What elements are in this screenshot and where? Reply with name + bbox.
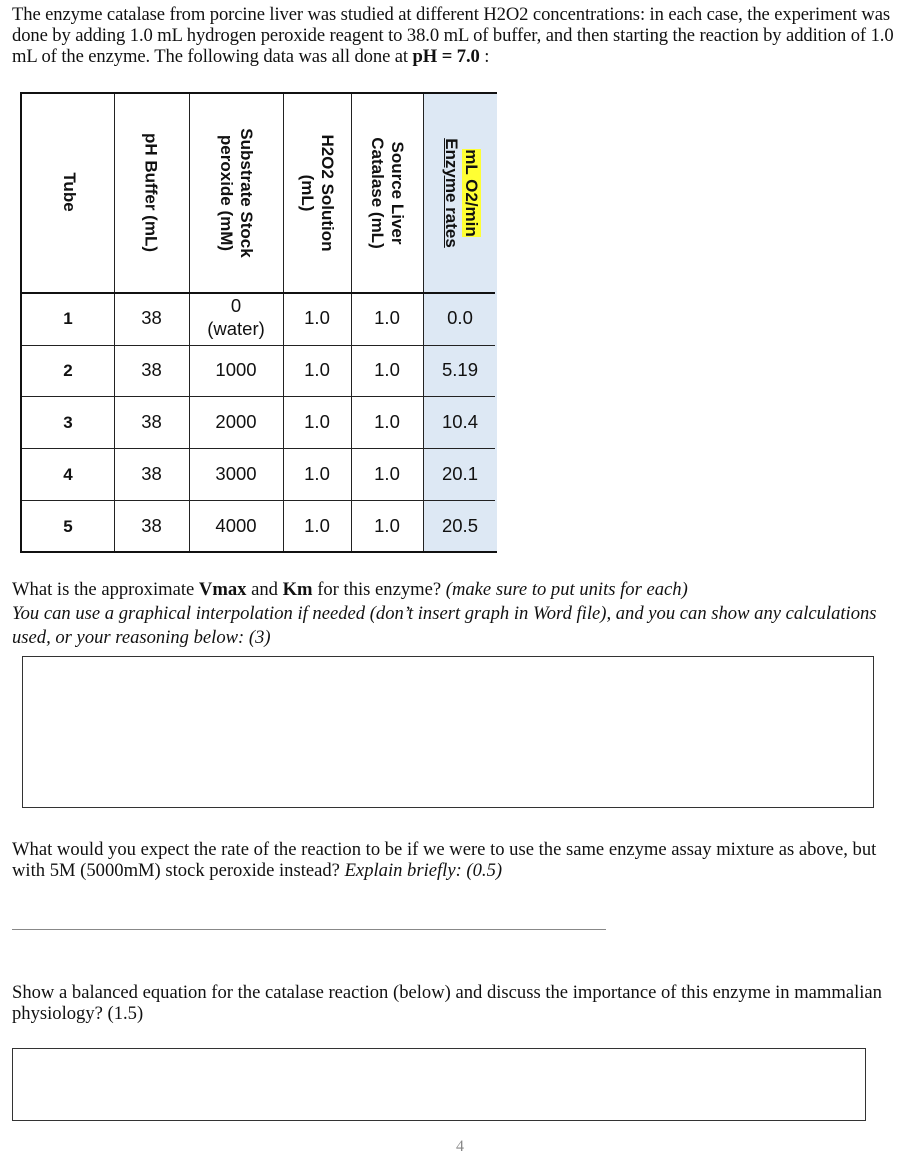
- cell-catalase: 1.0: [374, 307, 400, 328]
- cell-tube: 4: [63, 465, 73, 484]
- header-substrate: Substrate Stock peroxide (mM): [217, 128, 256, 258]
- cell-tube: 3: [63, 413, 73, 432]
- header-source: Source Liver Catalase (mL): [368, 137, 407, 249]
- cell-buffer: 38: [141, 359, 162, 380]
- header-rate: mL O2/min Enzyme rates: [442, 138, 481, 248]
- cell-substrate-note: (water): [207, 318, 265, 339]
- cell-h2o2: 1.0: [304, 359, 330, 380]
- intro-text: The enzyme catalase from porcine liver was studied at different H2O2 concentrations: in each case, the experiment was done by adding 1.0 mL hydrogen peroxide reagent to 38.0 mL of buffer, and then starting the reaction by addition of 1.0 mL of the enzyme. The following data was all done at: [12, 4, 894, 67]
- cell-rate: 0.0: [447, 307, 473, 328]
- question-2: What would you expect the rate of the reaction to be if we were to use the same enzyme assay mixture as above, but with 5M (5000mM) stock peroxide instead? Explain briefly: (0.5): [12, 839, 877, 881]
- answer-line-2[interactable]: [12, 929, 606, 930]
- answer-box-1[interactable]: [22, 656, 874, 808]
- cell-h2o2: 1.0: [304, 463, 330, 484]
- cell-catalase: 1.0: [374, 463, 400, 484]
- answer-box-3[interactable]: [12, 1048, 866, 1121]
- cell-buffer: 38: [141, 515, 162, 536]
- cell-h2o2: 1.0: [304, 411, 330, 432]
- cell-buffer: 38: [141, 307, 162, 328]
- intro-colon: :: [479, 46, 490, 67]
- cell-substrate: 2000: [215, 411, 257, 432]
- cell-catalase: 1.0: [374, 411, 400, 432]
- cell-catalase: 1.0: [374, 359, 400, 380]
- page-number: 4: [456, 1138, 464, 1155]
- header-tube: Tube: [60, 172, 79, 212]
- cell-substrate: 1000: [215, 359, 257, 380]
- cell-h2o2: 1.0: [304, 307, 330, 328]
- question-1: What is the approximate Vmax and Km for this enzyme? (make sure to put units for each) You can use a graphical interpolation if needed (don’t insert graph in Word file), and you can show any calculations used, or your reasoning below: (3): [12, 579, 877, 648]
- intro-ph: pH = 7.0: [412, 46, 480, 67]
- intro-paragraph: [12, 4, 907, 67]
- cell-buffer: 38: [141, 463, 162, 484]
- cell-buffer: 38: [141, 411, 162, 432]
- cell-rate: 20.1: [441, 463, 478, 484]
- header-buffer: pH Buffer (mL): [141, 133, 161, 252]
- cell-rate: 20.5: [441, 515, 478, 536]
- cell-substrate: 3000: [215, 463, 257, 484]
- cell-substrate: 4000: [215, 515, 257, 536]
- cell-substrate: 0: [230, 295, 242, 316]
- data-table: [20, 92, 497, 553]
- cell-rate: 10.4: [441, 411, 478, 432]
- cell-rate: 5.19: [441, 359, 478, 380]
- cell-tube: 1: [63, 309, 73, 328]
- cell-tube: 5: [63, 517, 73, 536]
- question-3: Show a balanced equation for the catalase reaction (below) and discuss the importance of this enzyme in mammalian physiology? (1.5): [12, 982, 882, 1024]
- cell-tube: 2: [63, 361, 73, 380]
- header-h2o2: H2O2 Solution (mL): [298, 134, 337, 252]
- cell-h2o2: 1.0: [304, 515, 330, 536]
- cell-catalase: 1.0: [374, 515, 400, 536]
